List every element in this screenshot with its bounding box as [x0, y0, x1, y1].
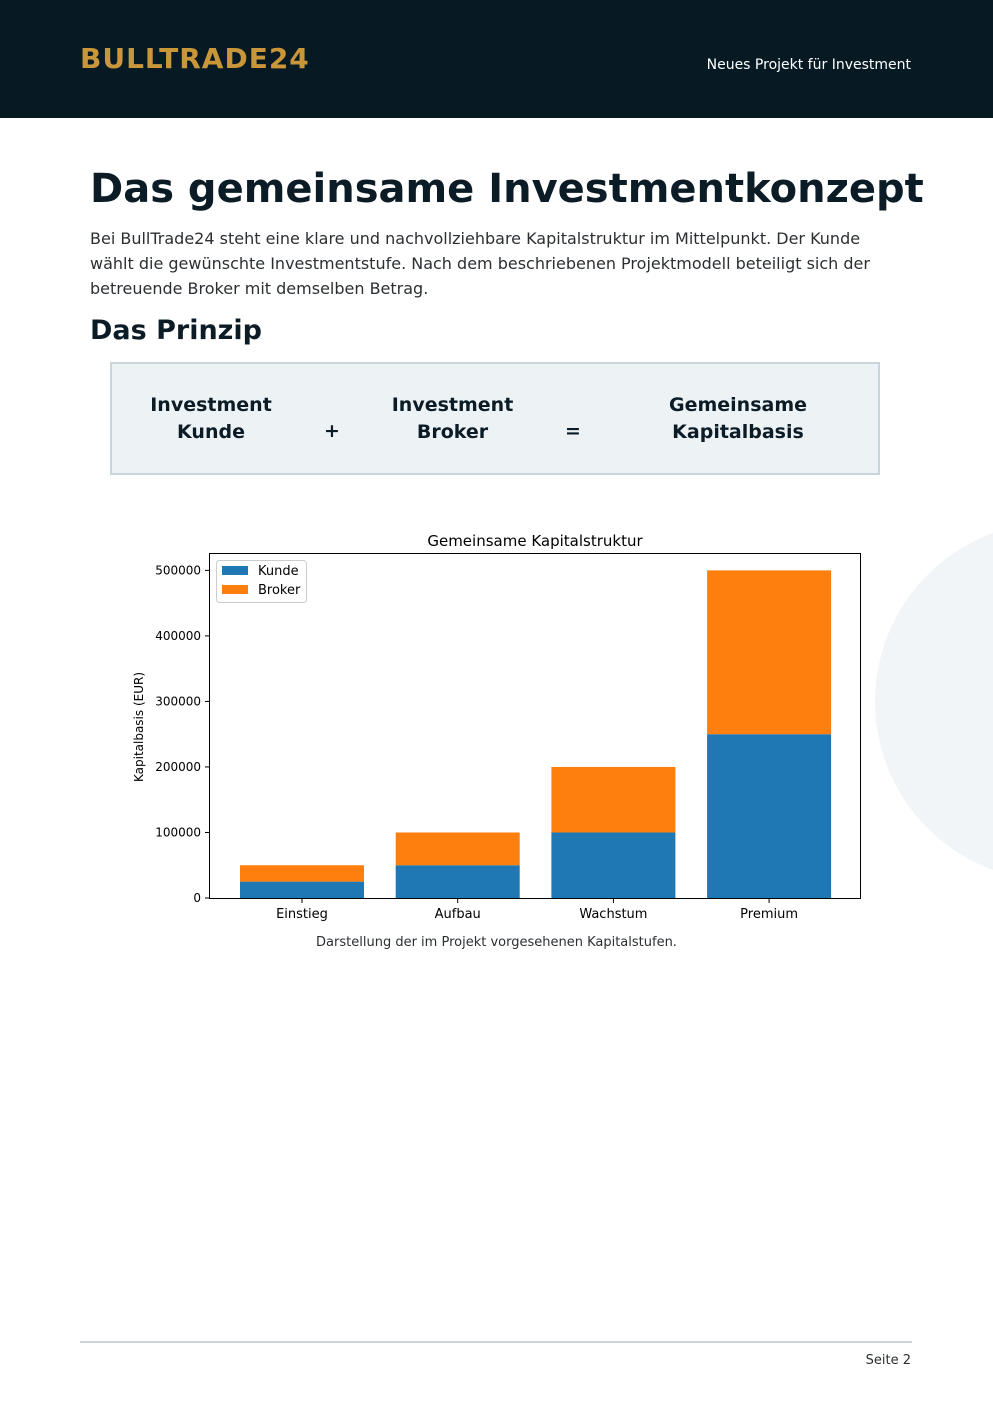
x-tick-label: Einstieg — [276, 907, 328, 922]
legend-label-kunde: Kunde — [258, 564, 299, 579]
chart-bars — [240, 570, 831, 898]
y-tick-label: 300000 — [155, 694, 201, 709]
bar-broker-wachstum — [551, 767, 675, 833]
section-title: Das Prinzip — [90, 315, 262, 346]
y-tick-label: 0 — [193, 891, 201, 905]
formula-equals-sign: = — [565, 420, 581, 442]
x-tick-label: Aufbau — [434, 907, 481, 922]
legend-label-broker: Broker — [258, 583, 301, 598]
chart-svg — [0, 520, 993, 960]
bar-broker-einstieg — [240, 865, 364, 881]
y-tick-label: 200000 — [155, 759, 201, 774]
legend-swatch-broker — [222, 585, 248, 594]
formula-gemeinsame-kapitalbasis: Gemeinsame Kapitalbasis — [668, 394, 808, 443]
principle-formula-box — [110, 362, 880, 475]
legend-swatch-kunde — [222, 566, 248, 575]
chart-title: Gemeinsame Kapitalstruktur — [427, 532, 643, 550]
page-title: Das gemeinsame Investmentkonzept — [90, 166, 924, 212]
chart-caption: Darstellung der im Projekt vorgesehenen Kapitalstufen. — [316, 935, 677, 950]
chart-y-axis-label: Kapitalbasis (EUR) — [132, 671, 146, 783]
formula-plus-sign: + — [324, 420, 340, 442]
bar-broker-aufbau — [396, 832, 520, 865]
footer-divider — [80, 1341, 912, 1343]
bar-kunde-einstieg — [240, 882, 364, 898]
bar-kunde-wachstum — [551, 832, 675, 898]
bar-kunde-aufbau — [396, 865, 520, 898]
chart-y-axis — [155, 563, 210, 905]
bar-kunde-premium — [707, 734, 831, 898]
x-tick-label: Premium — [740, 907, 799, 922]
y-tick-label: 400000 — [155, 628, 201, 643]
formula-investment-broker: Investment Broker — [391, 394, 514, 443]
header-bar — [0, 0, 993, 118]
chart-x-axis — [276, 898, 798, 922]
intro-paragraph: Bei BullTrade24 steht eine klare und nachvollziehbare Kapitalstruktur im Mittelpunkt. Der Kunde wählt die gewünschte Investmentstufe. Nach dem beschriebenen Projektmodell beteiligt sich der betreuende Broker mit demselben Betrag. — [90, 229, 870, 298]
y-tick-label: 100000 — [155, 825, 201, 840]
header-tagline: Neues Projekt für Investment — [706, 57, 911, 73]
y-tick-label: 500000 — [155, 563, 201, 578]
bar-broker-premium — [707, 570, 831, 734]
page-number: Seite 2 — [865, 1353, 911, 1368]
chart-legend — [217, 561, 307, 603]
brand-logo: BULLTRADE24 — [80, 42, 310, 75]
x-tick-label: Wachstum — [579, 907, 648, 922]
formula-investment-kunde: Investment Kunde — [150, 394, 272, 443]
capital-structure-chart — [0, 520, 993, 960]
